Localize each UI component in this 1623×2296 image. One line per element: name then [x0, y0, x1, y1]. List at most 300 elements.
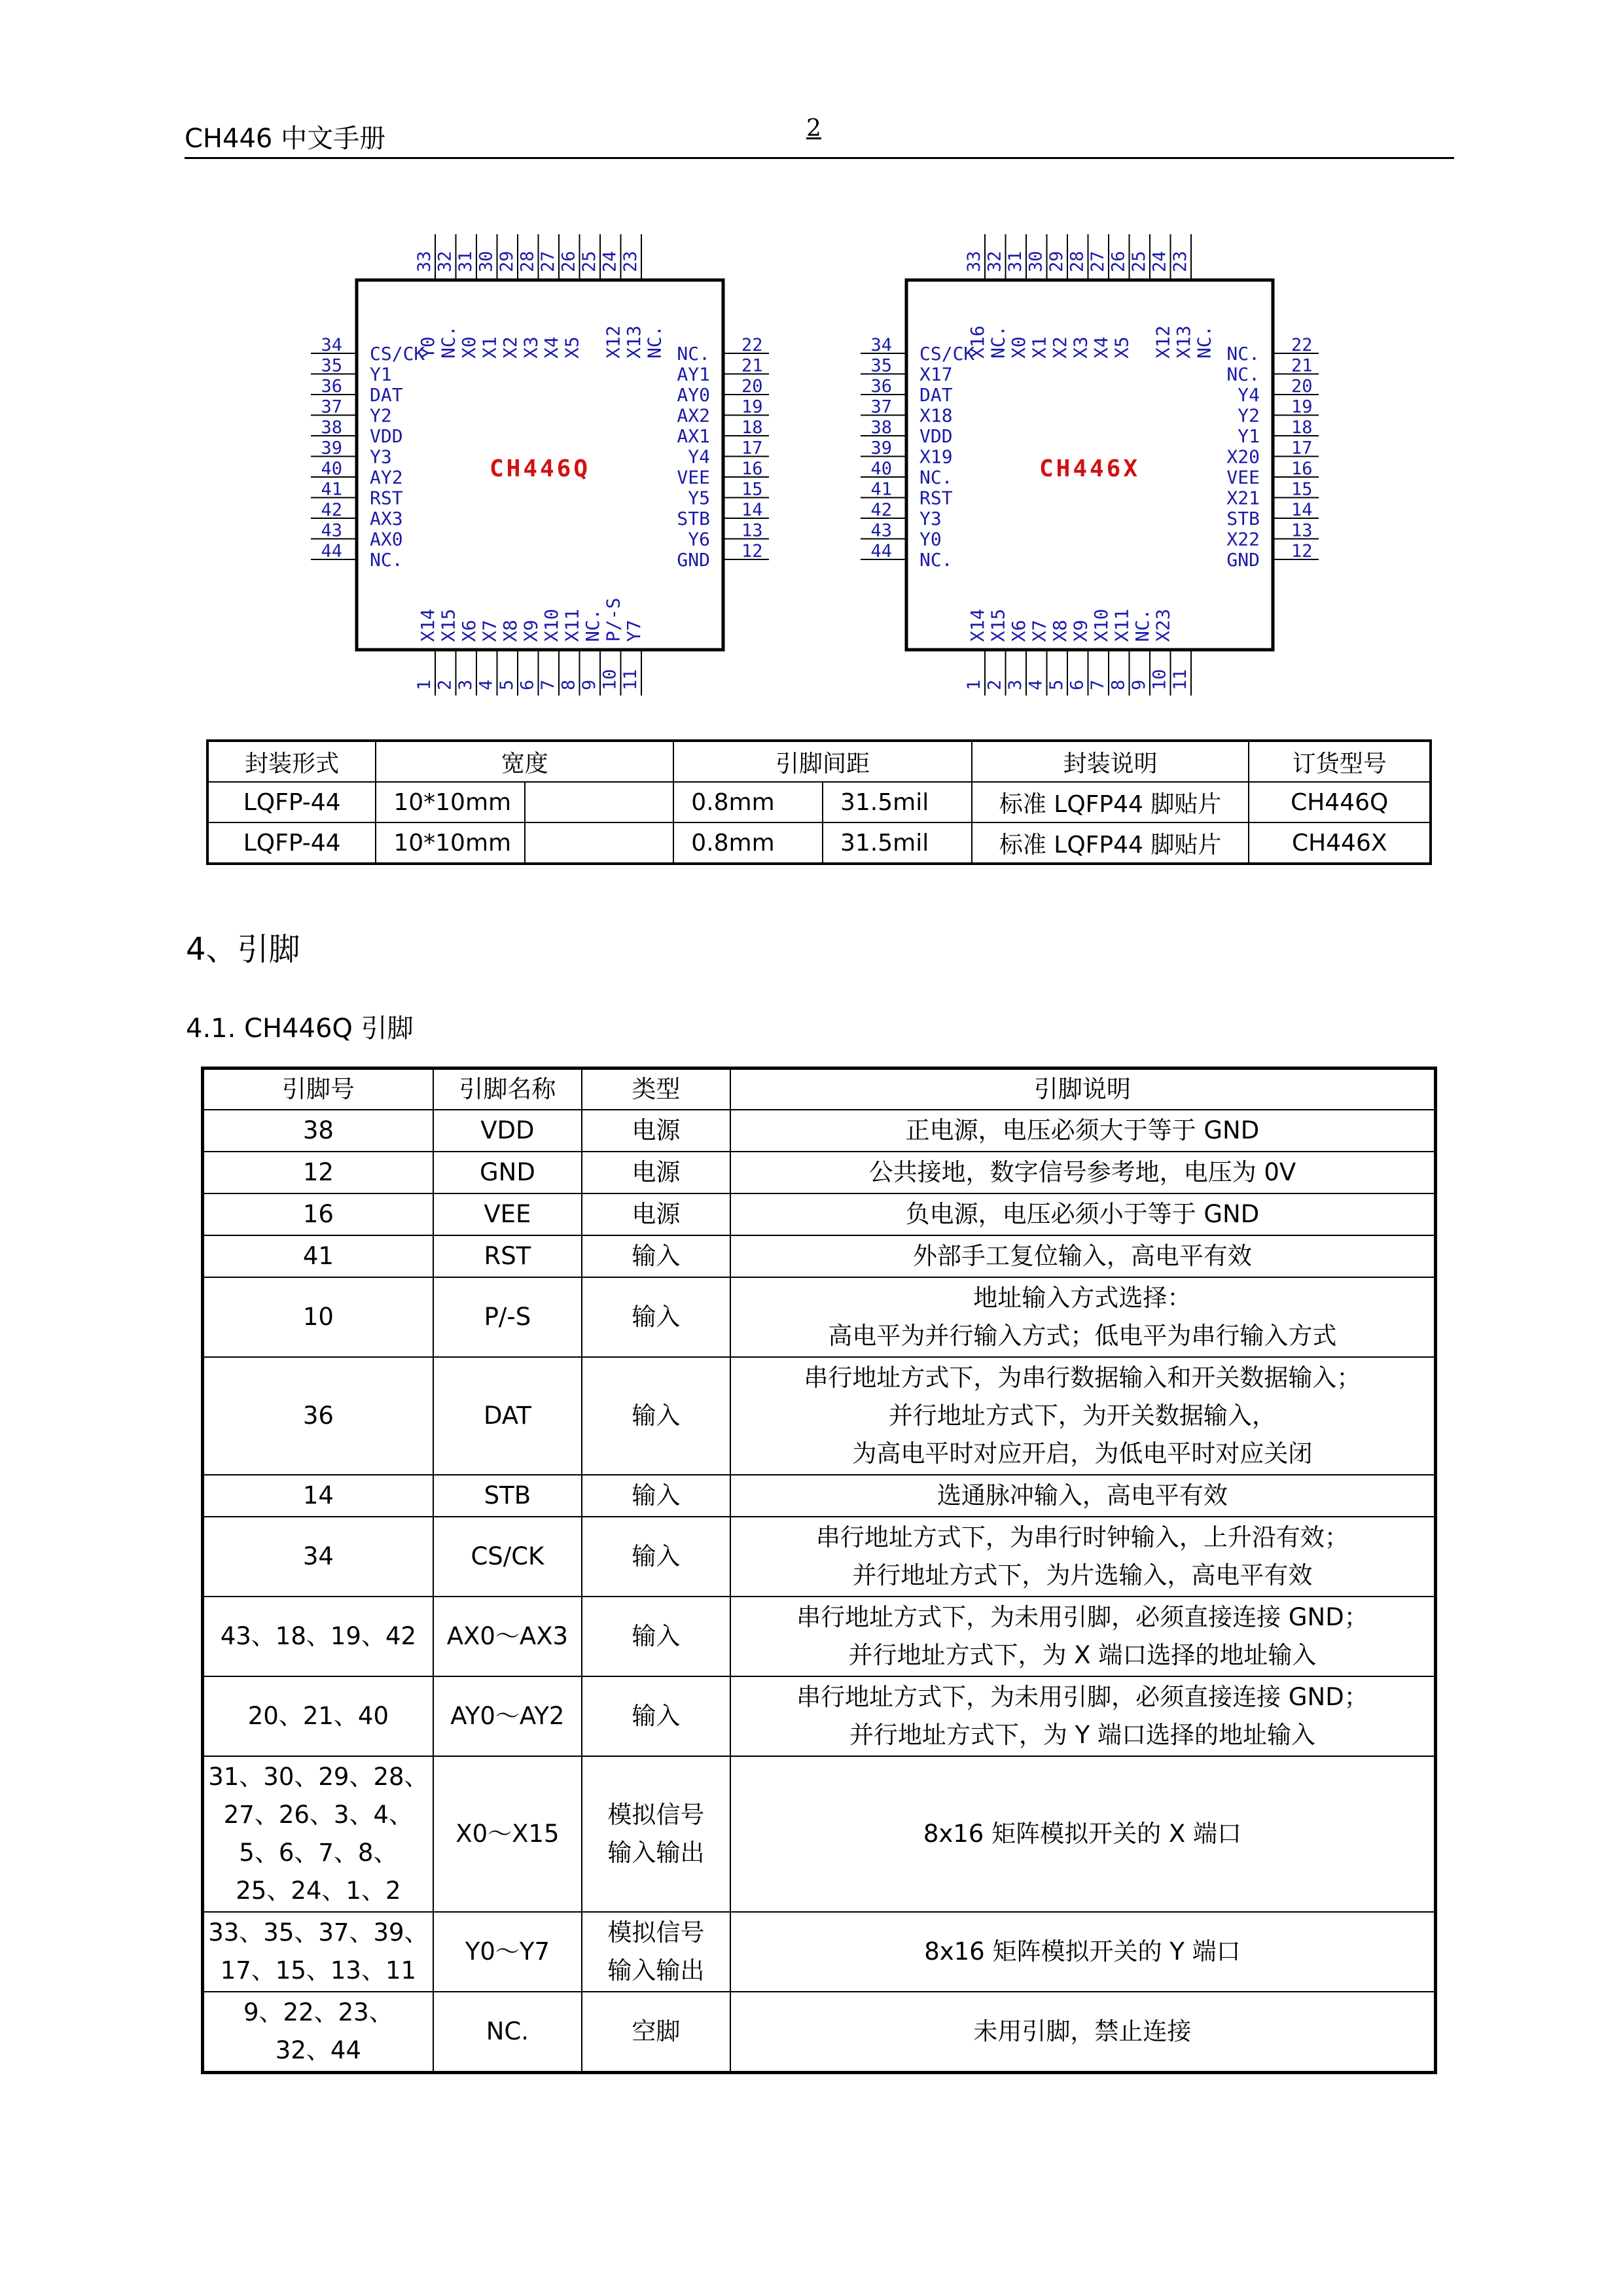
pin-number: 8 [558, 679, 579, 690]
pin-label: X0 [1008, 336, 1029, 359]
pin-desc-cell [730, 1475, 1436, 1517]
pin-number: 39 [870, 438, 892, 459]
pin-number-cell-line: 10 [302, 1303, 334, 1331]
header-cell: 类型 [582, 1069, 730, 1110]
table-row [203, 1475, 1436, 1517]
pin-label: NC. [1132, 609, 1153, 642]
pin-type-cell [582, 1152, 730, 1193]
pin-label: AX0 [370, 528, 403, 550]
pin-name-cell-line: CS/CK [471, 1542, 544, 1570]
header-cell: 引脚号 [203, 1069, 433, 1110]
pin-number: 31 [455, 251, 476, 272]
pin-number-cell-line: 31、30、29、28、 [208, 1763, 429, 1791]
pin-desc-cell [730, 1152, 1436, 1193]
pin-number: 43 [321, 520, 342, 541]
cell: 31.5mil [823, 782, 972, 822]
pin-number-cell [203, 1912, 433, 1992]
pin-desc-cell-line: 串行地址方式下，为串行时钟输入，上升沿有效； [815, 1523, 1349, 1551]
header-rule [185, 157, 1454, 159]
pin-type-cell-line: 输入 [632, 1542, 681, 1570]
pin-label: X3 [1069, 336, 1092, 359]
pin-label: X16 [967, 325, 988, 359]
pin-desc-cell-line: 高电平为并行输入方式；低电平为串行输入方式 [828, 1322, 1337, 1350]
document-title: CH446 中文手册 [185, 124, 386, 154]
pin-label: STB [1226, 508, 1260, 529]
pin-number-cell [203, 1277, 433, 1357]
pin-desc-cell [730, 1277, 1436, 1357]
pin-number: 39 [321, 438, 342, 459]
pin-label: X10 [1090, 609, 1112, 642]
table-row [203, 1756, 1436, 1912]
pin-name-cell [433, 1152, 582, 1193]
pin-desc-cell [730, 1992, 1436, 2073]
pin-number: 7 [1088, 679, 1108, 690]
pin-desc-cell [730, 1357, 1436, 1475]
pin-label: Y6 [688, 528, 710, 550]
pin-type-cell-line: 输入 [632, 1242, 681, 1270]
pin-type-cell-line: 输入 [632, 1702, 681, 1730]
pin-label: X14 [967, 609, 988, 642]
pin-number: 30 [1026, 251, 1046, 272]
pin-number: 18 [741, 417, 763, 438]
pin-number-cell-line: 20、21、40 [247, 1702, 389, 1730]
pin-label: X22 [1226, 528, 1260, 550]
pin-type-cell-line: 输入输出 [607, 1839, 705, 1867]
table-row [207, 782, 1431, 822]
pin-desc-cell-line: 负电源，电压必须小于等于 GND [905, 1200, 1260, 1228]
pin-label: X4 [1090, 336, 1112, 359]
pin-number: 1 [964, 679, 984, 690]
pin-label: NC. [919, 549, 953, 571]
pin-number: 7 [538, 679, 558, 690]
package-table [206, 739, 1432, 865]
pin-desc-cell-line: 未用引脚，禁止连接 [973, 2017, 1192, 2045]
pin-number-cell [203, 1152, 433, 1193]
pin-number: 13 [1291, 520, 1313, 541]
pin-label: Y2 [370, 404, 392, 427]
pin-label: X11 [1111, 609, 1133, 642]
pin-number: 18 [1291, 417, 1313, 438]
pin-number: 13 [741, 520, 763, 541]
table-row [203, 1235, 1436, 1277]
pin-number: 17 [1291, 438, 1313, 459]
pin-name-cell-line: VEE [484, 1200, 531, 1228]
pin-number-cell [203, 1110, 433, 1152]
cell: 标准 LQFP44 脚贴片 [972, 822, 1249, 864]
cell: 0.8mm [673, 782, 823, 822]
pin-label: Y5 [688, 487, 710, 509]
pin-desc-cell-line: 并行地址方式下，为开关数据输入， [888, 1402, 1276, 1430]
pin-number-cell [203, 1992, 433, 2073]
pin-label: AX2 [677, 404, 710, 427]
pin-desc-cell [730, 1912, 1436, 1992]
pin-desc-cell-line: 地址输入方式选择： [973, 1284, 1192, 1312]
pin-label: X14 [417, 609, 438, 642]
pin-name-cell-line: Y0～Y7 [465, 1937, 550, 1966]
pin-number: 35 [870, 355, 892, 376]
pin-number: 5 [497, 679, 517, 690]
table-row [203, 1597, 1436, 1676]
pin-label: DAT [370, 384, 403, 406]
pin-number: 37 [870, 397, 892, 417]
pin-label: GND [1226, 549, 1260, 571]
pin-label: DAT [919, 384, 953, 406]
pin-type-cell-line: 输入 [632, 1402, 681, 1430]
pin-number: 36 [870, 376, 892, 397]
pin-number: 31 [1005, 251, 1026, 272]
pin-number: 32 [984, 251, 1005, 272]
pin-name-cell [433, 1676, 582, 1756]
pin-number: 3 [455, 679, 476, 690]
pin-number: 10 [1149, 669, 1170, 690]
pin-label: VDD [919, 425, 953, 447]
pin-number: 4 [1026, 679, 1046, 690]
header-cell: 引脚说明 [730, 1069, 1436, 1110]
pin-number-cell-line: 9、22、23、 [243, 1998, 393, 2026]
pin-label: X19 [919, 446, 953, 468]
pin-label: X6 [1008, 620, 1029, 642]
pin-label: X9 [520, 620, 542, 642]
pin-type-cell-line: 电源 [632, 1158, 681, 1186]
pin-name-cell [433, 1912, 582, 1992]
pin-label: RST [919, 487, 953, 509]
pin-type-cell [582, 1597, 730, 1676]
pin-number: 22 [1291, 335, 1313, 355]
pin-label: NC. [919, 467, 953, 488]
pin-number: 42 [870, 500, 892, 520]
pin-number: 11 [620, 669, 641, 690]
pin-label: X0 [458, 336, 480, 359]
pin-label: X21 [1226, 487, 1260, 509]
pin-name-cell [433, 1517, 582, 1597]
table-row [203, 1912, 1436, 1992]
pin-number: 21 [1291, 355, 1313, 376]
pin-label: NC. [370, 549, 403, 571]
pin-label: NC. [987, 325, 1009, 359]
pin-number: 42 [321, 500, 342, 520]
pin-label: X8 [1049, 620, 1071, 642]
pin-number: 32 [435, 251, 455, 272]
pin-label: X12 [1152, 325, 1174, 359]
pin-number: 20 [741, 376, 763, 397]
pin-name-cell-line: AY0～AY2 [450, 1702, 565, 1730]
pin-number: 15 [741, 479, 763, 500]
pin-number: 33 [414, 251, 435, 272]
cell: CH446X [1249, 822, 1431, 864]
pin-label: X12 [602, 325, 624, 359]
pin-label: X13 [623, 325, 645, 359]
pin-type-cell-line: 电源 [632, 1200, 681, 1228]
pin-desc-cell [730, 1110, 1436, 1152]
pin-desc-cell-line: 8x16 矩阵模拟开关的 X 端口 [923, 1820, 1241, 1848]
pin-number: 30 [476, 251, 497, 272]
pin-label: GND [677, 549, 710, 571]
pin-name-cell-line: X0～X15 [455, 1820, 560, 1848]
pin-type-cell [582, 1193, 730, 1235]
pin-label: AY0 [677, 384, 710, 406]
pin-label: Y1 [1238, 425, 1260, 447]
pin-number: 22 [741, 335, 763, 355]
pin-number: 24 [599, 251, 620, 272]
pin-desc-cell-line: 串行地址方式下，为未用引脚，必须直接连接 GND； [796, 1603, 1368, 1631]
cell: 10*10mm [376, 782, 525, 822]
pin-number-cell [203, 1517, 433, 1597]
header-cell: 封装形式 [207, 741, 376, 782]
pin-type-cell [582, 1277, 730, 1357]
pin-number: 37 [321, 397, 342, 417]
pin-number-cell [203, 1475, 433, 1517]
pin-number-cell-line: 12 [302, 1158, 334, 1186]
header-cell: 引脚间距 [673, 741, 971, 782]
pin-number: 26 [1108, 251, 1129, 272]
pin-desc-cell [730, 1517, 1436, 1597]
pin-label: X7 [478, 620, 501, 642]
pin-label: NC. [1193, 325, 1215, 359]
section-heading: 4、引脚 [186, 931, 300, 968]
pin-name-cell-line: AX0～AX3 [446, 1622, 569, 1650]
pin-label: X20 [1226, 446, 1260, 468]
cell: 31.5mil [823, 822, 972, 864]
pin-label: X4 [541, 336, 562, 359]
pin-number: 34 [321, 335, 342, 355]
pin-number: 44 [321, 541, 342, 561]
pin-type-cell-line: 输入 [632, 1622, 681, 1650]
pin-label: AY2 [370, 467, 403, 488]
pin-label: X5 [1111, 336, 1133, 359]
pin-number-cell-line: 32、44 [275, 2036, 361, 2064]
pin-name-cell-line: RST [484, 1242, 531, 1270]
pin-number: 19 [1291, 397, 1313, 417]
pin-label: X1 [478, 336, 501, 359]
cell: 0.8mm [673, 822, 823, 864]
pin-type-cell-line: 电源 [632, 1116, 681, 1144]
pin-label: X11 [561, 609, 583, 642]
pin-number: 6 [517, 679, 538, 690]
pin-number-cell [203, 1357, 433, 1475]
pin-number: 35 [321, 355, 342, 376]
pin-type-cell [582, 1676, 730, 1756]
pin-name-cell [433, 1277, 582, 1357]
pin-number: 28 [1067, 251, 1088, 272]
pin-label: Y3 [919, 508, 942, 529]
pin-number-cell [203, 1235, 433, 1277]
pin-number: 8 [1108, 679, 1129, 690]
pin-number-cell [203, 1676, 433, 1756]
pin-number: 5 [1046, 679, 1067, 690]
pin-type-cell [582, 1475, 730, 1517]
pin-number: 44 [870, 541, 892, 561]
pin-number-cell-line: 38 [302, 1116, 334, 1144]
pin-label: X13 [1173, 325, 1194, 359]
pin-number: 33 [964, 251, 984, 272]
pin-table [201, 1067, 1437, 2074]
pin-label: Y4 [1238, 384, 1260, 406]
pin-number: 23 [620, 251, 641, 272]
pin-number-cell-line: 43、18、19、42 [220, 1622, 417, 1650]
pin-number-cell-line: 16 [302, 1200, 334, 1228]
pin-label: X2 [1049, 336, 1071, 359]
pin-number: 19 [741, 397, 763, 417]
table-row [203, 1193, 1436, 1235]
pin-label: CS/CK [370, 343, 425, 364]
pin-number: 25 [1129, 251, 1149, 272]
pin-type-cell [582, 1756, 730, 1912]
pin-number-cell [203, 1756, 433, 1912]
pin-desc-cell [730, 1597, 1436, 1676]
pin-number-cell-line: 17、15、13、11 [220, 1956, 417, 1985]
pin-name-cell [433, 1110, 582, 1152]
pin-label: X15 [987, 609, 1009, 642]
header-cell: 宽度 [376, 741, 673, 782]
pin-label: X23 [1152, 609, 1174, 642]
pin-name-cell [433, 1756, 582, 1912]
pin-label: VDD [370, 425, 403, 447]
pin-type-cell [582, 1912, 730, 1992]
pin-number-cell-line: 41 [302, 1242, 334, 1270]
pin-type-cell-line: 模拟信号 [607, 1801, 705, 1829]
header-cell: 引脚名称 [433, 1069, 582, 1110]
pin-number-cell-line: 27、26、3、4、 [223, 1801, 413, 1829]
pin-label: X15 [437, 609, 459, 642]
pin-type-cell [582, 1235, 730, 1277]
pin-name-cell-line: VDD [480, 1116, 535, 1144]
pin-number: 29 [1046, 251, 1067, 272]
pin-desc-cell-line: 正电源，电压必须大于等于 GND [905, 1116, 1260, 1144]
pin-type-cell [582, 1992, 730, 2073]
pin-number-cell [203, 1193, 433, 1235]
table-row [203, 1517, 1436, 1597]
pin-label: X7 [1028, 620, 1050, 642]
table-row [203, 1676, 1436, 1756]
pin-label: X6 [458, 620, 480, 642]
pin-label: X9 [1069, 620, 1092, 642]
pin-number-cell-line: 34 [302, 1542, 334, 1570]
pin-name-cell [433, 1475, 582, 1517]
pin-label: Y1 [370, 363, 392, 385]
pin-number: 2 [435, 679, 455, 690]
pin-number-cell-line: 33、35、37、39、 [208, 1918, 429, 1947]
pin-type-cell-line: 输入输出 [607, 1956, 705, 1985]
cell [525, 782, 673, 822]
pin-number: 27 [1088, 251, 1108, 272]
pin-type-cell [582, 1110, 730, 1152]
cell [525, 822, 673, 864]
pin-name-cell [433, 1597, 582, 1676]
header-cell: 订货型号 [1249, 741, 1431, 782]
pin-name-cell-line: STB [484, 1481, 531, 1510]
pin-number: 12 [741, 541, 763, 561]
pin-label: Y4 [688, 446, 710, 468]
pin-label: X8 [499, 620, 521, 642]
pin-number: 34 [870, 335, 892, 355]
pin-label: X1 [1028, 336, 1050, 359]
subsection-heading: 4.1. CH446Q 引脚 [186, 1014, 414, 1044]
pin-number: 27 [538, 251, 558, 272]
pin-number: 25 [579, 251, 599, 272]
pin-name-cell [433, 1357, 582, 1475]
pin-number: 40 [321, 459, 342, 479]
cell: 标准 LQFP44 脚贴片 [972, 782, 1249, 822]
pin-label: NC. [582, 609, 603, 642]
pin-number: 12 [1291, 541, 1313, 561]
pin-name-cell [433, 1992, 582, 2073]
pin-desc-cell-line: 串行地址方式下，为未用引脚，必须直接连接 GND； [796, 1683, 1368, 1711]
table-row [203, 1277, 1436, 1357]
pin-number: 21 [741, 355, 763, 376]
cell: LQFP-44 [207, 822, 376, 864]
pin-label: AX3 [370, 508, 403, 529]
pin-label: NC. [1226, 343, 1260, 364]
cell: CH446Q [1249, 782, 1431, 822]
pin-number: 17 [741, 438, 763, 459]
pin-label: NC. [437, 325, 459, 359]
pin-type-cell-line: 模拟信号 [607, 1918, 705, 1947]
pin-label: Y7 [623, 620, 645, 642]
pin-table-header [203, 1069, 1436, 1110]
pin-desc-cell-line: 串行地址方式下，为串行数据输入和开关数据输入； [804, 1364, 1361, 1392]
pin-number: 11 [1170, 669, 1190, 690]
pin-label: VEE [1226, 467, 1260, 488]
pin-desc-cell-line: 8x16 矩阵模拟开关的 Y 端口 [924, 1937, 1241, 1966]
pin-type-cell-line: 空脚 [632, 2017, 681, 2045]
pin-label: X3 [520, 336, 542, 359]
pin-desc-cell [730, 1756, 1436, 1912]
pin-desc-cell [730, 1676, 1436, 1756]
pin-number: 10 [599, 669, 620, 690]
pin-name-cell-line: GND [479, 1158, 535, 1186]
pin-type-cell [582, 1517, 730, 1597]
page-number: 2 [806, 115, 821, 142]
pin-label: NC. [677, 343, 710, 364]
chip-pinout-diagrams [0, 196, 1623, 720]
table-row [203, 1992, 1436, 2073]
pin-label: NC. [1226, 363, 1260, 385]
pin-desc-cell-line: 外部手工复位输入，高电平有效 [912, 1242, 1252, 1270]
pin-number: 23 [1170, 251, 1190, 272]
cell: 10*10mm [376, 822, 525, 864]
pin-desc-cell-line: 并行地址方式下，为片选输入，高电平有效 [852, 1561, 1313, 1589]
pin-label: X2 [499, 336, 521, 359]
pin-desc-cell [730, 1193, 1436, 1235]
pin-number: 9 [1129, 679, 1149, 690]
pin-number-cell-line: 25、24、1、2 [236, 1877, 401, 1905]
pin-number: 4 [476, 679, 497, 690]
pin-number-cell [203, 1597, 433, 1676]
pin-number: 36 [321, 376, 342, 397]
pin-number: 6 [1067, 679, 1088, 690]
pin-number: 16 [1291, 459, 1313, 479]
table-row [207, 822, 1431, 864]
pin-desc-cell-line: 选通脉冲输入，高电平有效 [936, 1481, 1228, 1510]
table-row [203, 1110, 1436, 1152]
pin-label: X5 [561, 336, 583, 359]
pin-number-cell-line: 36 [302, 1402, 334, 1430]
pin-label: X10 [541, 609, 562, 642]
pin-name-cell-line: DAT [483, 1402, 531, 1430]
header-cell: 封装说明 [972, 741, 1249, 782]
pin-number: 24 [1149, 251, 1170, 272]
pin-desc-cell-line: 并行地址方式下，为 X 端口选择的地址输入 [848, 1641, 1317, 1669]
pin-label: Y0 [417, 336, 438, 359]
pin-name-cell-line: NC. [486, 2017, 529, 2045]
pin-label: AY1 [677, 363, 710, 385]
pin-number-cell-line: 5、6、7、8、 [239, 1839, 398, 1867]
pin-number: 38 [321, 417, 342, 438]
pin-desc-cell-line: 公共接地，数字信号参考地，电压为 0V [868, 1158, 1296, 1186]
pin-number: 41 [870, 479, 892, 500]
pin-number: 20 [1291, 376, 1313, 397]
chip-name: CH446Q [489, 455, 591, 482]
